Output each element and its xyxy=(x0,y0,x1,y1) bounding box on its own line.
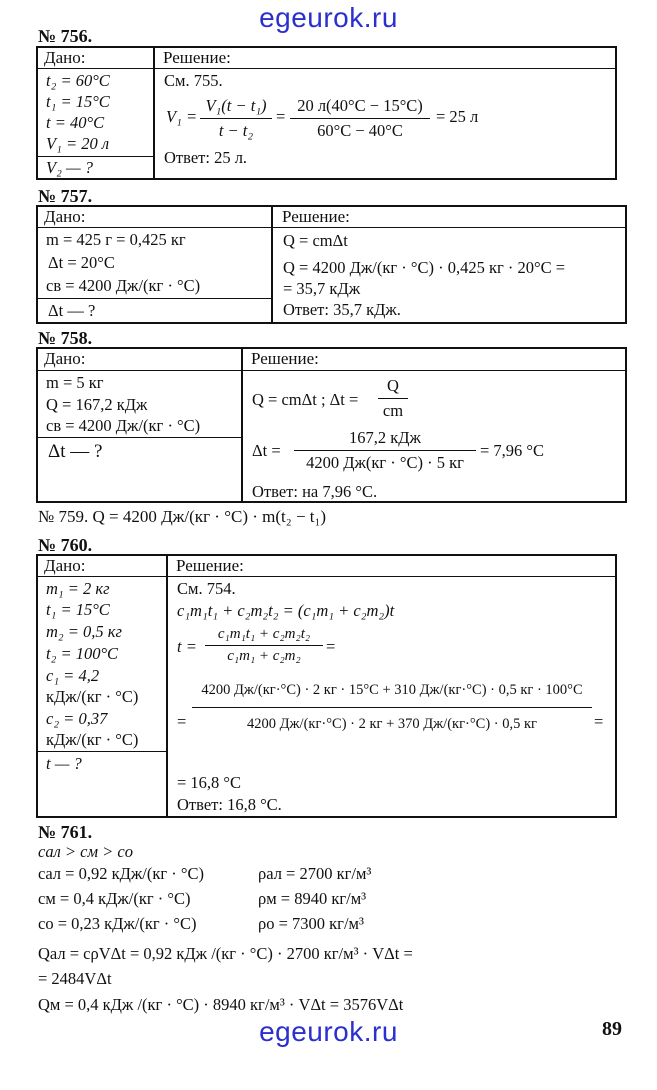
denominator: c₁m₁ + c₂m₂ xyxy=(227,648,301,664)
solution-header: Решение: xyxy=(163,48,231,67)
divider xyxy=(166,554,168,818)
numerator: 167,2 кДж xyxy=(349,428,421,447)
formula-lhs: V₁ = xyxy=(166,107,198,126)
denominator: 4200 Дж(кг · °C) · 5 кг xyxy=(306,453,464,472)
numerator: 20 л(40°C − 15°C) xyxy=(297,96,423,115)
fraction xyxy=(294,428,476,473)
denominator: 4200 Дж/(кг·°C) · 2 кг + 370 Дж/(кг·°C) · 0,5 кг xyxy=(247,716,537,732)
divider xyxy=(37,370,626,371)
given-line: cв = 4200 Дж/(кг · °C) xyxy=(46,276,201,295)
fraction xyxy=(290,96,430,141)
fraction xyxy=(205,626,323,665)
given-header: Дано: xyxy=(44,48,86,67)
formula-lhs: t = xyxy=(177,637,197,656)
denominator: cm xyxy=(382,401,404,420)
text-line: ρм = 8940 кг/м³ xyxy=(258,889,367,908)
equals: = xyxy=(276,107,286,126)
answer: Ответ: 16,8 °C. xyxy=(177,795,282,814)
given-line: V₁ = 20 л xyxy=(46,134,110,153)
numerator: V₁(t − t₁) xyxy=(205,96,267,115)
text-line: cо = 0,23 кДж/(кг · °C) xyxy=(38,914,197,933)
text-line: ρал = 2700 кг/м³ xyxy=(258,864,372,883)
text-line: cм = 0,4 кДж/(кг · °C) xyxy=(38,889,191,908)
given-line: m = 425 г = 0,425 кг xyxy=(46,230,186,249)
fraction xyxy=(378,376,408,421)
given-line: m₁ = 2 кг xyxy=(46,579,110,598)
see-ref: См. 755. xyxy=(164,71,223,90)
problem-761-title: № 761. xyxy=(38,822,93,842)
given-line: кДж/(кг · °C) xyxy=(46,687,139,706)
text-line: = 2484VΔt xyxy=(38,969,112,988)
equals: = xyxy=(326,637,336,656)
fraction xyxy=(192,682,592,733)
solution-line: Q = cmΔt ; Δt = xyxy=(252,390,359,409)
given-line: t₂ = 100°C xyxy=(46,644,119,663)
find-line: Δt — ? xyxy=(48,441,103,462)
given-line: t₁ = 15°C xyxy=(46,600,110,619)
denominator: 60°C − 40°C xyxy=(317,121,403,140)
equals: = xyxy=(594,712,604,731)
given-line: t₂ = 60°C xyxy=(46,71,110,90)
result: = 25 л xyxy=(436,107,479,126)
given-line: кДж/(кг · °C) xyxy=(46,730,139,749)
problem-758-title: № 758. xyxy=(38,328,93,348)
divider xyxy=(271,205,273,324)
given-line: t = 40°C xyxy=(46,113,105,132)
divider xyxy=(37,227,626,228)
text-line: cал = 0,92 кДж/(кг · °C) xyxy=(38,864,204,883)
given-line: m = 5 кг xyxy=(46,373,104,392)
page-number: 89 xyxy=(602,1018,622,1040)
given-line: m₂ = 0,5 кг xyxy=(46,622,122,641)
find-line: Δt — ? xyxy=(48,301,96,320)
problem-757-title: № 757. xyxy=(38,186,93,206)
result: = 7,96 °C xyxy=(480,441,545,460)
site-watermark-top: egeurok.ru xyxy=(259,2,398,33)
given-header: Дано: xyxy=(44,349,86,368)
solution-header: Решение: xyxy=(282,207,350,226)
divider xyxy=(37,576,616,577)
text-line: Qм = 0,4 кДж /(кг · °C) · 8940 кг/м³ · VΔt = 3576VΔt xyxy=(38,995,404,1014)
numerator: 4200 Дж/(кг·°C) · 2 кг · 15°C + 310 Дж/(кг·°C) · 0,5 кг · 100°C xyxy=(201,682,583,698)
text-line: Qал = cρVΔt = 0,92 кДж /(кг · °C) · 2700 кг/м³ · VΔt = xyxy=(38,944,413,963)
problem-756-title: № 756. xyxy=(38,26,93,46)
fraction xyxy=(200,96,272,141)
given-line: Q = 167,2 кДж xyxy=(46,395,148,414)
divider xyxy=(37,751,166,752)
text-line: ρо = 7300 кг/м³ xyxy=(258,914,364,933)
result: = 16,8 °C xyxy=(177,773,242,792)
divider xyxy=(37,68,616,69)
given-line: cв = 4200 Дж/(кг · °C) xyxy=(46,416,201,435)
answer: Ответ: на 7,96 °C. xyxy=(252,482,378,501)
problem-760-title: № 760. xyxy=(38,535,93,555)
solution-line: = 35,7 кДж xyxy=(283,279,361,298)
equals: = xyxy=(177,712,187,731)
given-header: Дано: xyxy=(44,556,86,575)
see-ref: См. 754. xyxy=(177,579,236,598)
divider xyxy=(37,298,271,299)
denominator: t − t₂ xyxy=(218,121,254,140)
given-line: c₁ = 4,2 xyxy=(46,666,100,685)
formula-lhs: Δt = xyxy=(252,441,281,460)
given-header: Дано: xyxy=(44,207,86,226)
given-line: Δt = 20°C xyxy=(48,253,115,272)
numerator: c₁m₁t₁ + c₂m₂t₂ xyxy=(217,626,311,642)
divider xyxy=(37,156,153,157)
divider xyxy=(37,437,241,438)
find-line: V₂ — ? xyxy=(46,158,93,177)
solution-line: Q = 4200 Дж/(кг · °C) · 0,425 кг · 20°C = xyxy=(283,258,566,277)
answer: Ответ: 35,7 кДж. xyxy=(283,300,401,319)
find-line: t — ? xyxy=(46,754,82,773)
answer: Ответ: 25 л. xyxy=(164,148,248,167)
solution-header: Решение: xyxy=(176,556,244,575)
solution-line: c₁m₁t₁ + c₂m₂t₂ = (c₁m₁ + c₂m₂)t xyxy=(177,601,395,620)
given-line: t₁ = 15°C xyxy=(46,92,110,111)
numerator: Q xyxy=(387,376,399,395)
given-line: c₂ = 0,37 xyxy=(46,709,108,728)
divider xyxy=(153,46,155,180)
site-watermark-bottom: egeurok.ru xyxy=(259,1016,398,1047)
solution-header: Решение: xyxy=(251,349,319,368)
problem-759-line: № 759. Q = 4200 Дж/(кг · °C) · m(t₂ − t₁) xyxy=(38,507,327,526)
text-line: cал > cм > cо xyxy=(38,842,133,861)
solution-line: Q = cmΔt xyxy=(283,231,348,250)
